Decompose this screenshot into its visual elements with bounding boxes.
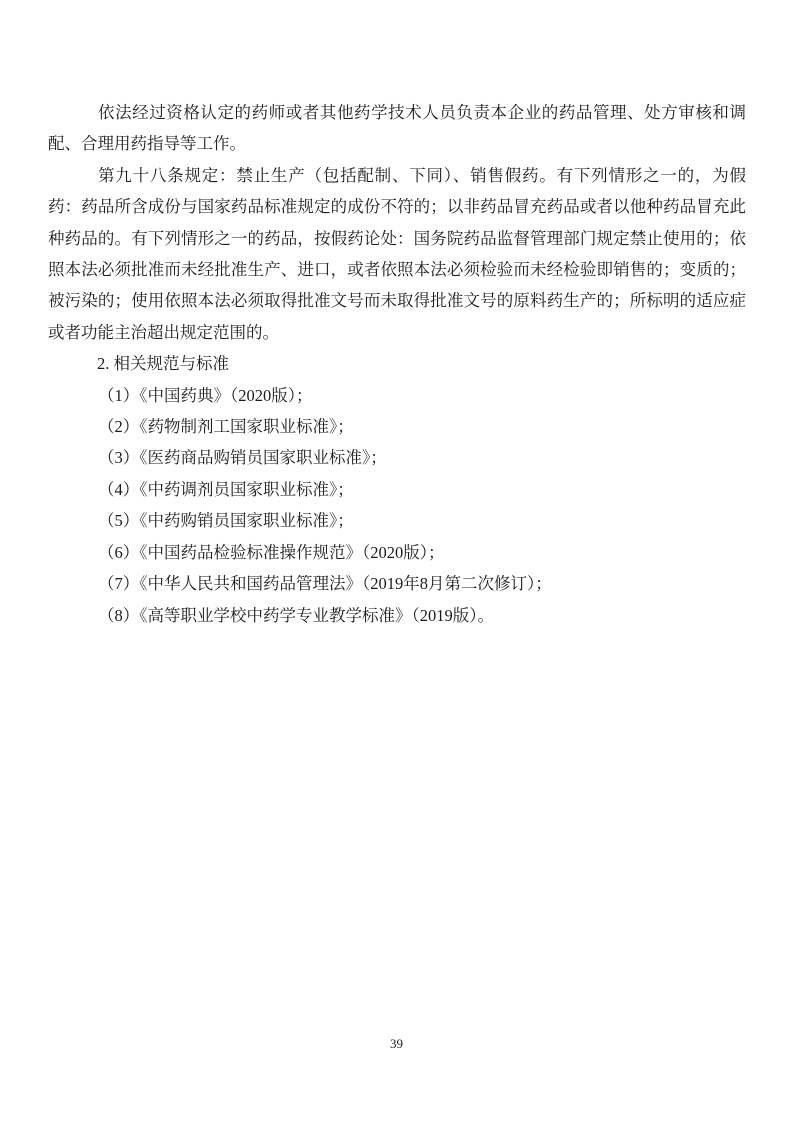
paragraph-article-98: 第九十八条规定：禁止生产（包括配制、下同）、销售假药。有下列情形之一的，为假药：药品所含成份与国家药品标准规定的成份不符的；以非药品冒充药品或者以他种药品冒充此种药品的。有下列情形之一的药品，按假药论处：国务院药品监督管理部门规定禁止使用的；依照本法必须批准而未经批准生产、进口，或者依照本法必须检验而未经检验即销售的；变质的；被污染的；使用依照本法必须取得批准文号而未取得批准文号的原料药生产的；所标明的适应症或者功能主治超出规定范围的。 xyxy=(48,165,746,342)
reference-list xyxy=(48,380,746,631)
reference-list-item: （8）《高等职业学校中药学专业教学标准》（2019版）。 xyxy=(98,605,494,625)
reference-list-item: （7）《中华人民共和国药品管理法》（2019年8月第二次修订）； xyxy=(98,574,552,594)
reference-list-item: （3）《医药商品购销员国家职业标准》； xyxy=(98,448,387,468)
reference-list-item: （4）《中药调剂员国家职业标准》； xyxy=(98,479,354,499)
paragraph-pharmacist-duties: 依法经过资格认定的药师或者其他药学技术人员负责本企业的药品管理、处方审核和调配、合理用药指导等工作。 xyxy=(48,103,746,154)
reference-list-item: （2）《药物制剂工国家职业标准》； xyxy=(98,417,354,437)
page-content xyxy=(48,97,746,631)
reference-list-item: （6）《中国药品检验标准操作规范》（2020版）； xyxy=(98,542,445,562)
reference-list-item: （5）《中药购销员国家职业标准》； xyxy=(98,511,354,531)
page-number: 39 xyxy=(390,1036,403,1051)
reference-list-item: （1）《中国药典》（2020版）； xyxy=(98,385,313,405)
section-heading-standards: 2. 相关规范与标准 xyxy=(97,354,229,374)
